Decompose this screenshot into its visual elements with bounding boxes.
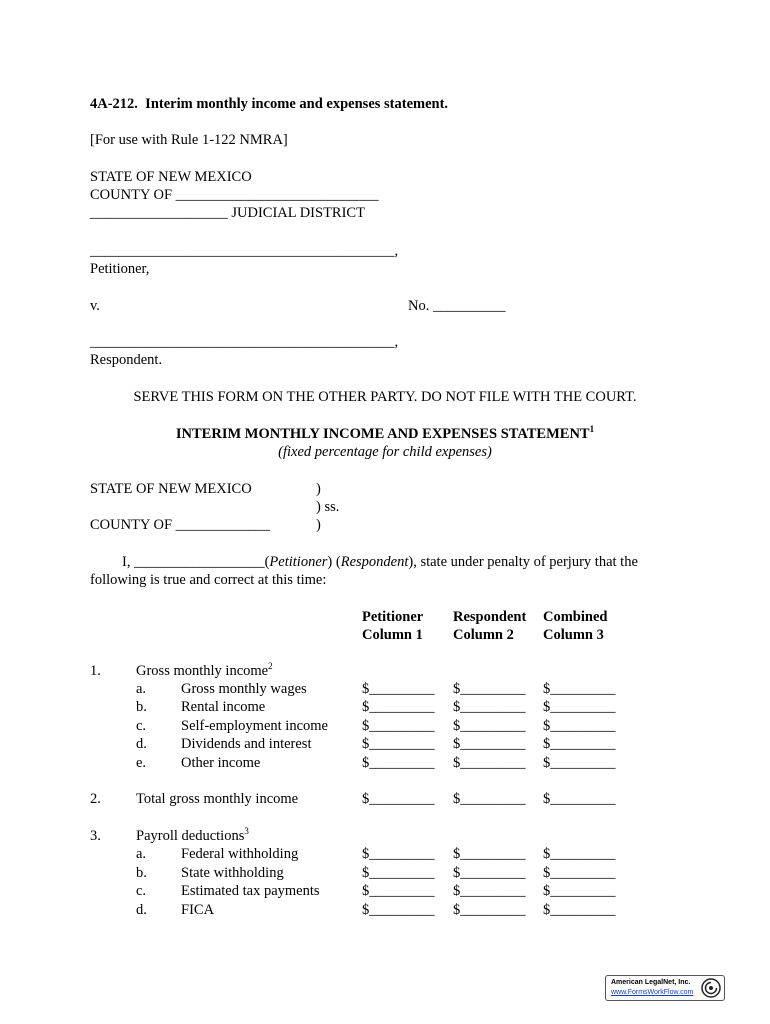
amount-blank-col3[interactable]: $_________ (543, 718, 616, 734)
item-letter: d. (136, 902, 147, 918)
amount-blank-col1[interactable]: $_________ (362, 791, 435, 807)
venue-county: COUNTY OF _____________ (90, 517, 270, 533)
legalnet-seal-icon (701, 978, 721, 998)
oath-line-1: I, __________________(Petitioner) (Respondent), state under penalty of perjury that the (122, 554, 638, 570)
form-title: INTERIM MONTHLY INCOME AND EXPENSES STATEMENT$^1$ (175, 424, 595, 442)
item-letter: a. (136, 846, 147, 862)
amount-blank-col3[interactable]: $_________ (543, 791, 616, 807)
rule-note: [For use with Rule 1-122 NMRA] (90, 132, 288, 148)
amount-blank-col1[interactable]: $_________ (362, 846, 435, 862)
section-2-number: 2. (90, 791, 101, 807)
column-2-header: Respondent Column 2 (453, 609, 527, 643)
venue-paren-1: ) (316, 481, 321, 497)
item-label: Estimated tax payments (181, 883, 320, 899)
amount-blank-col1[interactable]: $_________ (362, 718, 435, 734)
item-letter: d. (136, 736, 147, 752)
amount-blank-col1[interactable]: $_________ (362, 865, 435, 881)
item-letter: a. (136, 681, 147, 697)
amount-blank-col3[interactable]: $_________ (543, 902, 616, 918)
section-2-title: Total gross monthly income (136, 791, 299, 807)
item-label: Federal withholding (181, 846, 299, 862)
amount-blank-col3[interactable]: $_________ (543, 846, 616, 862)
section-3-number: 3. (90, 828, 101, 844)
oath-line-2: following is true and correct at this time: (90, 572, 327, 588)
column-3-header: Combined Column 3 (543, 609, 608, 643)
amount-blank-col1[interactable]: $_________ (362, 699, 435, 715)
item-label: Other income (181, 755, 261, 771)
petitioner-line: __________________________________________, (90, 243, 399, 259)
amount-blank-col2[interactable]: $_________ (453, 699, 526, 715)
amount-blank-col2[interactable]: $_________ (453, 902, 526, 918)
caption-district: ___________________ JUDICIAL DISTRICT (90, 205, 365, 221)
amount-blank-col2[interactable]: $_________ (453, 736, 526, 752)
case-number: No. __________ (408, 298, 506, 314)
section-1-title: Gross monthly income$^2$ (136, 661, 273, 679)
amount-blank-col3[interactable]: $_________ (543, 736, 616, 752)
amount-blank-col1[interactable]: $_________ (362, 736, 435, 752)
respondent-line: __________________________________________, (90, 334, 399, 350)
venue-state: STATE OF NEW MEXICO (90, 481, 252, 497)
amount-blank-col2[interactable]: $_________ (453, 865, 526, 881)
amount-blank-col2[interactable]: $_________ (453, 718, 526, 734)
amount-blank-col1[interactable]: $_________ (362, 755, 435, 771)
versus: v. (90, 298, 100, 314)
amount-blank-col1[interactable]: $_________ (362, 902, 435, 918)
form-title-footnote: 1 (589, 424, 595, 435)
amount-blank-col1[interactable]: $_________ (362, 883, 435, 899)
petitioner-label: Petitioner, (90, 261, 150, 277)
item-letter: b. (136, 699, 147, 715)
item-letter: c. (136, 718, 147, 734)
item-letter: c. (136, 883, 147, 899)
amount-blank-col3[interactable]: $_________ (543, 699, 616, 715)
caption-state: STATE OF NEW MEXICO (90, 169, 252, 185)
rule-title: 4A-212. Interim monthly income and expenses statement. (90, 96, 449, 112)
venue-paren-3: ) (316, 517, 321, 533)
amount-blank-col3[interactable]: $_________ (543, 883, 616, 899)
venue-ss: ) ss. (316, 499, 340, 515)
amount-blank-col3[interactable]: $_________ (543, 681, 616, 697)
form-subtitle: (fixed percentage for child expenses) (278, 444, 492, 460)
caption-county: COUNTY OF ____________________________ (90, 187, 379, 203)
section-1-number: 1. (90, 663, 101, 679)
logo-url[interactable]: www.FormsWorkFlow.com (611, 989, 694, 996)
item-label: Dividends and interest (181, 736, 312, 752)
legalnet-badge[interactable] (605, 975, 725, 1001)
item-label: Gross monthly wages (181, 681, 307, 697)
amount-blank-col3[interactable]: $_________ (543, 755, 616, 771)
amount-blank-col2[interactable]: $_________ (453, 755, 526, 771)
serve-notice: SERVE THIS FORM ON THE OTHER PARTY. DO NOT FILE WITH THE COURT. (133, 389, 637, 405)
respondent-label: Respondent. (90, 352, 163, 368)
logo-company: American LegalNet, Inc. (611, 979, 691, 986)
amount-blank-col2[interactable]: $_________ (453, 883, 526, 899)
amount-blank-col3[interactable]: $_________ (543, 865, 616, 881)
item-label: Rental income (181, 699, 266, 715)
amount-blank-col2[interactable]: $_________ (453, 791, 526, 807)
item-label: Self-employment income (181, 718, 328, 734)
item-label: State withholding (181, 865, 284, 881)
amount-blank-col1[interactable]: $_________ (362, 681, 435, 697)
item-letter: e. (136, 755, 147, 771)
amount-blank-col2[interactable]: $_________ (453, 681, 526, 697)
item-letter: b. (136, 865, 147, 881)
column-1-header: Petitioner Column 1 (362, 609, 424, 643)
amount-blank-col2[interactable]: $_________ (453, 846, 526, 862)
item-label: FICA (181, 902, 215, 918)
section-3-title: Payroll deductions$^3$ (136, 826, 249, 844)
